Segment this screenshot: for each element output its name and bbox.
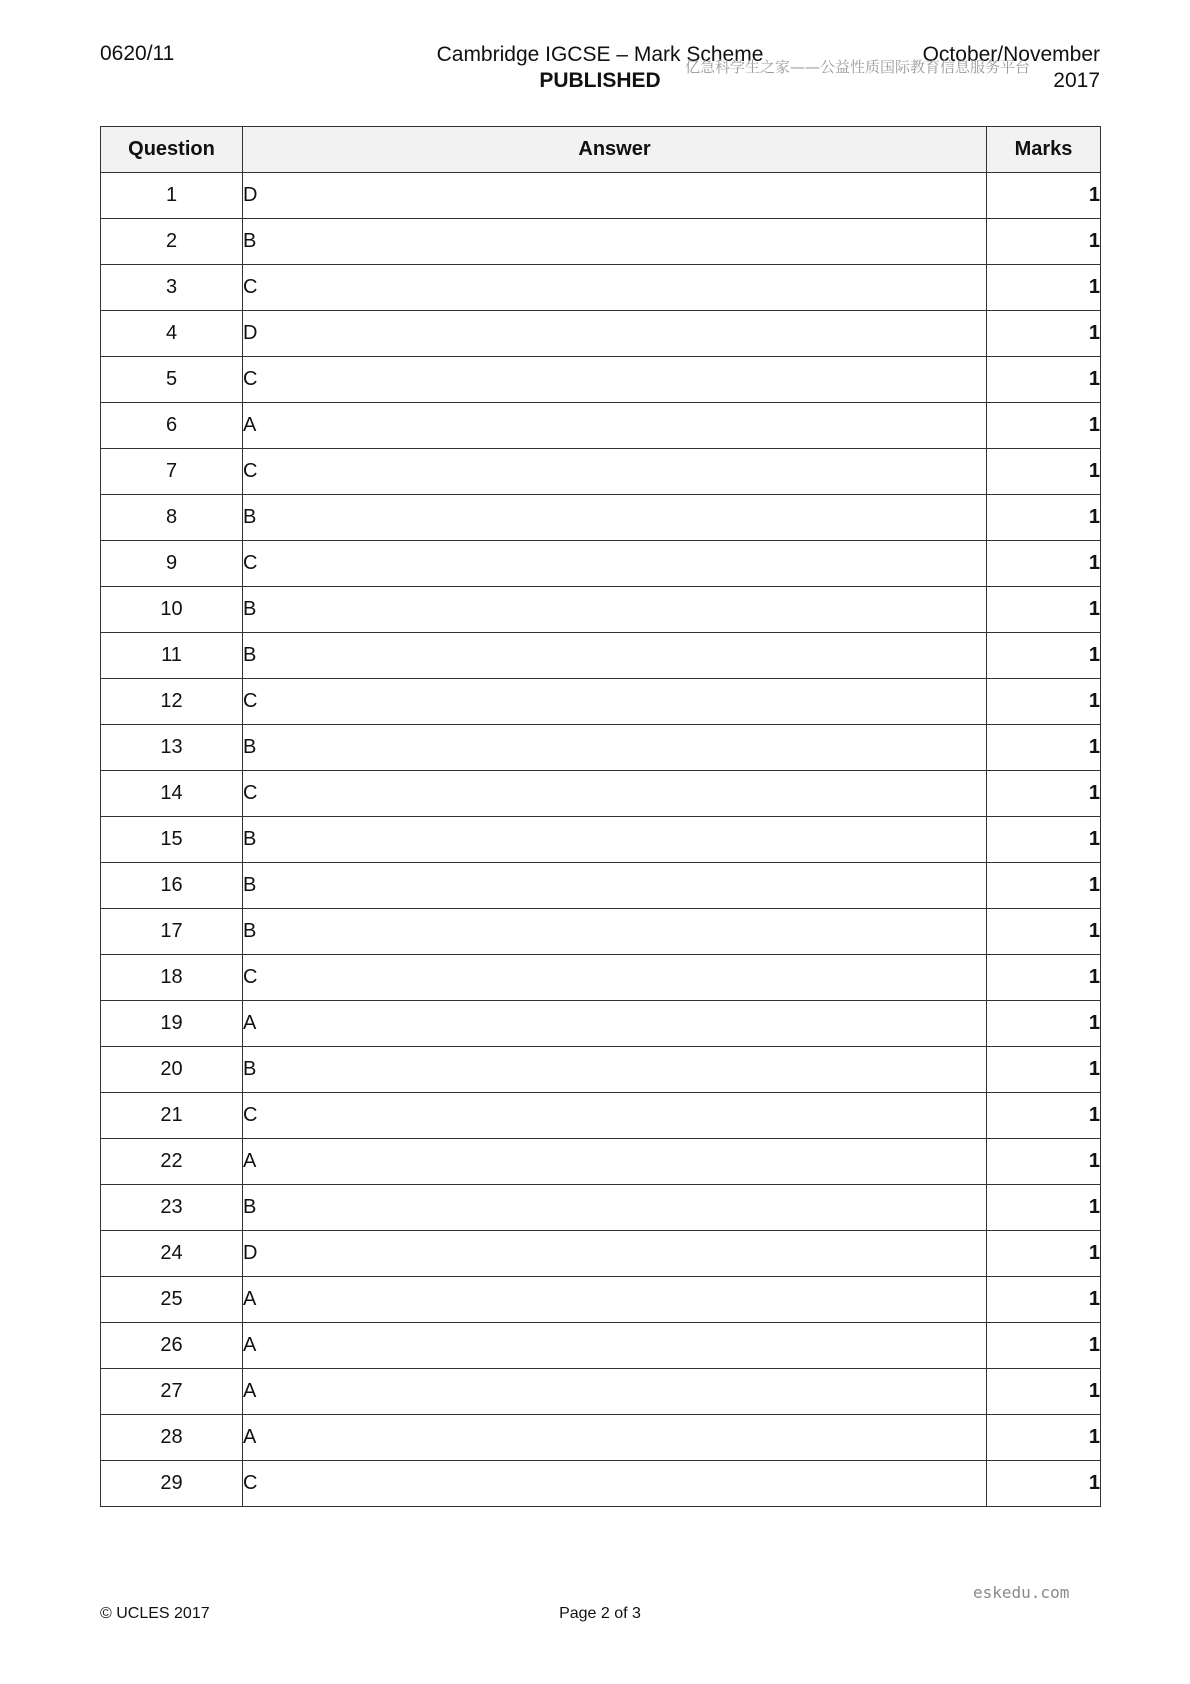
question-cell: 2 — [101, 219, 243, 265]
marks-cell: 1 — [987, 771, 1101, 817]
question-cell: 20 — [101, 1047, 243, 1093]
column-header-answer: Answer — [243, 127, 987, 173]
marks-cell: 1 — [987, 1369, 1101, 1415]
answer-cell: B — [243, 587, 987, 633]
marks-cell: 1 — [987, 909, 1101, 955]
answer-cell: B — [243, 725, 987, 771]
answer-cell: D — [243, 1231, 987, 1277]
table-header-row — [101, 127, 1101, 173]
answer-cell: B — [243, 909, 987, 955]
answer-cell: D — [243, 311, 987, 357]
marks-cell: 1 — [987, 1139, 1101, 1185]
answer-cell: A — [243, 1323, 987, 1369]
marks-cell: 1 — [987, 1323, 1101, 1369]
table-row — [101, 1323, 1101, 1369]
answer-cell: C — [243, 955, 987, 1001]
marks-cell: 1 — [987, 1047, 1101, 1093]
question-cell: 27 — [101, 1369, 243, 1415]
mark-scheme-table — [100, 126, 1101, 1507]
marks-cell: 1 — [987, 403, 1101, 449]
published-label: PUBLISHED — [539, 69, 661, 92]
marks-cell: 1 — [987, 1277, 1101, 1323]
table-row — [101, 541, 1101, 587]
table-row — [101, 771, 1101, 817]
question-cell: 12 — [101, 679, 243, 725]
answer-cell: C — [243, 771, 987, 817]
question-cell: 4 — [101, 311, 243, 357]
question-cell: 19 — [101, 1001, 243, 1047]
question-cell: 29 — [101, 1461, 243, 1507]
answer-cell: B — [243, 863, 987, 909]
document-title: Cambridge IGCSE – Mark Scheme — [436, 43, 764, 66]
question-cell: 21 — [101, 1093, 243, 1139]
table-row — [101, 1231, 1101, 1277]
column-header-marks: Marks — [987, 127, 1101, 173]
marks-cell: 1 — [987, 219, 1101, 265]
answer-cell: C — [243, 679, 987, 725]
page-number: Page 2 of 3 — [559, 1605, 641, 1622]
answer-cell: B — [243, 817, 987, 863]
question-cell: 11 — [101, 633, 243, 679]
answer-cell: B — [243, 1047, 987, 1093]
answer-cell: C — [243, 1093, 987, 1139]
table-row — [101, 587, 1101, 633]
exam-session: October/November — [922, 43, 1100, 66]
question-cell: 8 — [101, 495, 243, 541]
table-row — [101, 1047, 1101, 1093]
marks-cell: 1 — [987, 633, 1101, 679]
marks-cell: 1 — [987, 817, 1101, 863]
marks-cell: 1 — [987, 311, 1101, 357]
answer-cell: A — [243, 403, 987, 449]
question-cell: 15 — [101, 817, 243, 863]
marks-cell: 1 — [987, 1415, 1101, 1461]
question-cell: 23 — [101, 1185, 243, 1231]
answer-cell: A — [243, 1001, 987, 1047]
marks-cell: 1 — [987, 955, 1101, 1001]
marks-cell: 1 — [987, 863, 1101, 909]
question-cell: 3 — [101, 265, 243, 311]
marks-cell: 1 — [987, 173, 1101, 219]
table-row — [101, 449, 1101, 495]
table-row — [101, 1093, 1101, 1139]
answer-cell: B — [243, 633, 987, 679]
marks-cell: 1 — [987, 725, 1101, 771]
question-cell: 6 — [101, 403, 243, 449]
answer-cell: A — [243, 1277, 987, 1323]
answer-cell: A — [243, 1415, 987, 1461]
question-cell: 28 — [101, 1415, 243, 1461]
marks-cell: 1 — [987, 541, 1101, 587]
table-row — [101, 1461, 1101, 1507]
answer-cell: B — [243, 495, 987, 541]
marks-cell: 1 — [987, 1461, 1101, 1507]
table-row — [101, 219, 1101, 265]
table-row — [101, 633, 1101, 679]
table-row — [101, 1139, 1101, 1185]
table-row — [101, 265, 1101, 311]
table-row — [101, 679, 1101, 725]
marks-cell: 1 — [987, 679, 1101, 725]
table-row — [101, 725, 1101, 771]
answer-cell: B — [243, 1185, 987, 1231]
table-body — [101, 173, 1101, 1507]
question-cell: 1 — [101, 173, 243, 219]
marks-cell: 1 — [987, 449, 1101, 495]
exam-year: 2017 — [1053, 69, 1100, 92]
question-cell: 16 — [101, 863, 243, 909]
question-cell: 22 — [101, 1139, 243, 1185]
question-cell: 24 — [101, 1231, 243, 1277]
table-row — [101, 1277, 1101, 1323]
marks-cell: 1 — [987, 495, 1101, 541]
question-cell: 26 — [101, 1323, 243, 1369]
question-cell: 14 — [101, 771, 243, 817]
header-watermark: 亿急科学生之家——公益性质国际教育信息服务平台 — [685, 58, 1031, 76]
answer-cell: C — [243, 357, 987, 403]
table-row — [101, 1369, 1101, 1415]
question-cell: 5 — [101, 357, 243, 403]
table-row — [101, 817, 1101, 863]
table-row — [101, 955, 1101, 1001]
table-row — [101, 863, 1101, 909]
copyright: © UCLES 2017 — [100, 1605, 210, 1622]
table-row — [101, 1415, 1101, 1461]
question-cell: 18 — [101, 955, 243, 1001]
answer-cell: C — [243, 541, 987, 587]
answer-cell: D — [243, 173, 987, 219]
marks-cell: 1 — [987, 1093, 1101, 1139]
syllabus-code: 0620/11 — [100, 42, 175, 65]
question-cell: 9 — [101, 541, 243, 587]
answer-cell: A — [243, 1139, 987, 1185]
footer-watermark: eskedu.com — [973, 1583, 1070, 1602]
question-cell: 25 — [101, 1277, 243, 1323]
question-cell: 7 — [101, 449, 243, 495]
table-row — [101, 311, 1101, 357]
answer-cell: C — [243, 1461, 987, 1507]
question-cell: 10 — [101, 587, 243, 633]
answer-cell: A — [243, 1369, 987, 1415]
marks-cell: 1 — [987, 1231, 1101, 1277]
question-cell: 13 — [101, 725, 243, 771]
marks-cell: 1 — [987, 1185, 1101, 1231]
table-row — [101, 173, 1101, 219]
table-row — [101, 357, 1101, 403]
answer-cell: C — [243, 449, 987, 495]
marks-cell: 1 — [987, 357, 1101, 403]
table-row — [101, 1001, 1101, 1047]
table-row — [101, 909, 1101, 955]
table-row — [101, 403, 1101, 449]
question-cell: 17 — [101, 909, 243, 955]
table-row — [101, 495, 1101, 541]
answer-cell: B — [243, 219, 987, 265]
marks-cell: 1 — [987, 1001, 1101, 1047]
marks-cell: 1 — [987, 587, 1101, 633]
table-row — [101, 1185, 1101, 1231]
marks-cell: 1 — [987, 265, 1101, 311]
column-header-question: Question — [101, 127, 243, 173]
answer-cell: C — [243, 265, 987, 311]
